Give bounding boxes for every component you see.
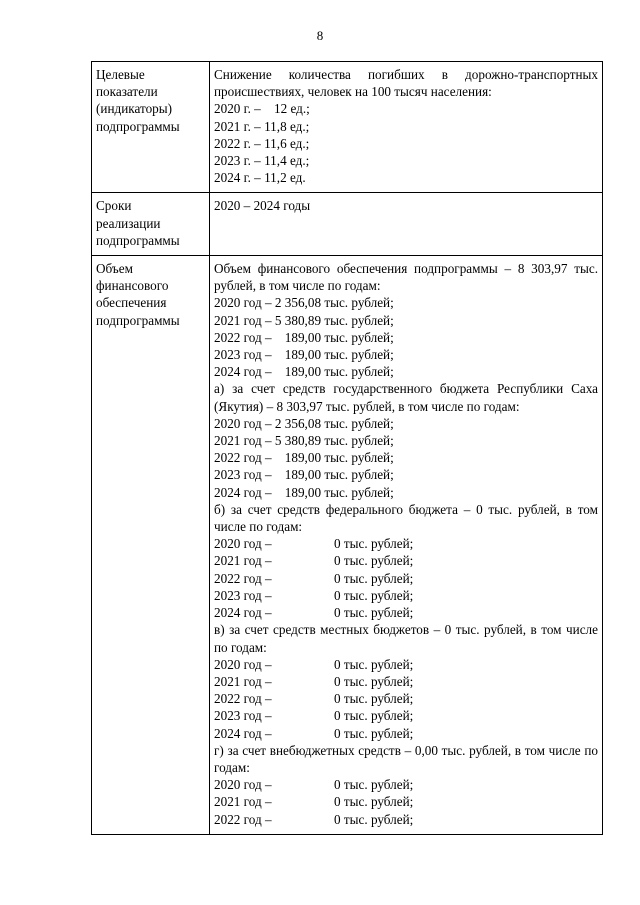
funding-amount: 2 356,08 тыс. рублей; <box>274 295 394 311</box>
funding-label-cell <box>92 256 210 835</box>
funding-year: 2021 год – <box>214 794 272 810</box>
indicator-value: 11,2 ед. <box>264 170 306 186</box>
funding-year: 2024 год – <box>214 364 272 380</box>
funding-year: 2022 год – <box>214 691 272 707</box>
indicator-year: 2021 г. – <box>214 118 261 134</box>
local-budget-year-item <box>214 707 598 724</box>
indicator-year: 2022 г. – <box>214 135 261 151</box>
table-row-indicators <box>92 62 603 193</box>
funding-amount: 0 тыс. рублей; <box>334 708 414 724</box>
funding-amount: 0 тыс. рублей; <box>334 605 414 621</box>
funding-amount: 0 тыс. рублей; <box>334 691 414 707</box>
row-label-line: (индикаторы) <box>96 101 173 117</box>
page-number: 8 <box>316 28 324 43</box>
funding-amount: 2 356,08 тыс. рублей; <box>274 415 394 431</box>
state-budget-year-item <box>214 484 598 501</box>
row-label-line: показатели <box>96 84 158 100</box>
local-budgets-intro: в) за счет средств местных бюджетов – 0 тыс. рублей, в том числе по годам: <box>214 622 598 655</box>
indicator-item <box>214 118 598 135</box>
funding-amount: 0 тыс. рублей; <box>334 777 414 793</box>
timeline-text: 2020 – 2024 годы <box>214 198 311 214</box>
state-budget-year-item <box>214 415 598 432</box>
table-row-funding <box>92 256 603 835</box>
funding-amount: 189,00 тыс. рублей; <box>284 347 394 363</box>
row-label-line: реализации <box>96 215 161 231</box>
funding-year: 2023 год – <box>214 347 272 363</box>
funding-amount: 189,00 тыс. рублей; <box>284 484 394 500</box>
funding-year: 2023 год – <box>214 708 272 724</box>
funding-amount: 189,00 тыс. рублей; <box>284 467 394 483</box>
extra-budgetary-year-item <box>214 811 598 828</box>
indicator-item <box>214 135 598 152</box>
funding-year: 2020 год – <box>214 656 272 672</box>
timeline-value-cell <box>210 193 603 256</box>
indicator-value: 11,4 ед.; <box>264 153 310 169</box>
local-budget-year-item <box>214 673 598 690</box>
funding-year: 2021 год – <box>214 553 272 569</box>
state-budget-intro: а) за счет средств государственного бюджета Республики Саха (Якутия) – 8 303,97 тыс. рублей, в том числе по годам: <box>214 381 598 414</box>
federal-budget-year-item <box>214 570 598 587</box>
indicator-value: 12 ед.; <box>273 101 310 117</box>
funding-year: 2024 год – <box>214 484 272 500</box>
indicator-value: 11,6 ед.; <box>264 135 310 151</box>
funding-year: 2020 год – <box>214 777 272 793</box>
row-label-line: подпрограммы <box>96 312 180 328</box>
indicator-year: 2024 г. – <box>214 170 261 186</box>
row-label-line: Целевые <box>96 67 145 82</box>
table-row-timeline <box>92 193 603 256</box>
funding-year: 2021 год – <box>214 673 272 689</box>
indicators-intro: Снижение количества погибших в дорожно-транспортных происшествиях, человек на 100 тысяч населения: <box>214 67 598 100</box>
funding-amount: 0 тыс. рублей; <box>334 656 414 672</box>
funding-amount: 189,00 тыс. рублей; <box>284 364 394 380</box>
state-budget-year-item <box>214 449 598 466</box>
indicators-value-cell <box>210 62 603 193</box>
funding-year-item <box>214 312 598 329</box>
federal-budget-year-item <box>214 535 598 552</box>
local-budget-year-item <box>214 725 598 742</box>
funding-year: 2024 год – <box>214 725 272 741</box>
funding-year: 2024 год – <box>214 605 272 621</box>
funding-year: 2021 год – <box>214 433 272 449</box>
funding-year: 2020 год – <box>214 295 272 311</box>
subprogram-passport-table <box>91 61 603 835</box>
funding-amount: 0 тыс. рублей; <box>334 587 414 603</box>
funding-year: 2023 год – <box>214 467 272 483</box>
federal-budget-year-item <box>214 587 598 604</box>
funding-amount: 0 тыс. рублей; <box>334 570 414 586</box>
funding-year: 2020 год – <box>214 536 272 552</box>
funding-year: 2020 год – <box>214 415 272 431</box>
row-label-line: Объем <box>96 261 133 277</box>
funding-amount: 0 тыс. рублей; <box>334 536 414 552</box>
row-label-line: Сроки <box>96 198 132 214</box>
federal-budget-year-item <box>214 604 598 621</box>
row-label-line: подпрограммы <box>96 232 180 248</box>
funding-year: 2022 год – <box>214 329 272 345</box>
funding-year: 2022 год – <box>214 450 272 466</box>
indicator-item <box>214 152 598 169</box>
funding-year: 2021 год – <box>214 312 272 328</box>
row-label-line: обеспечения <box>96 295 167 311</box>
funding-year-item <box>214 294 598 311</box>
extra-budgetary-intro: г) за счет внебюджетных средств – 0,00 тыс. рублей, в том числе по годам: <box>214 742 598 775</box>
indicator-year: 2023 г. – <box>214 153 261 169</box>
funding-year-item <box>214 363 598 380</box>
funding-amount: 0 тыс. рублей; <box>334 553 414 569</box>
federal-budget-year-item <box>214 552 598 569</box>
funding-year: 2023 год – <box>214 587 272 603</box>
funding-amount: 0 тыс. рублей; <box>334 725 414 741</box>
indicator-value: 11,8 ед.; <box>264 118 310 134</box>
funding-amount: 189,00 тыс. рублей; <box>284 329 394 345</box>
indicator-item <box>214 100 598 117</box>
state-budget-year-item <box>214 466 598 483</box>
local-budget-year-item <box>214 690 598 707</box>
state-budget-year-item <box>214 432 598 449</box>
indicator-item <box>214 169 598 186</box>
federal-budget-intro: б) за счет средств федерального бюджета – 0 тыс. рублей, в том числе по годам: <box>214 501 598 535</box>
extra-budgetary-year-item <box>214 793 598 810</box>
funding-amount: 5 380,89 тыс. рублей; <box>274 312 394 328</box>
funding-total-intro: Объем финансового обеспечения подпрограммы – 8 303,97 тыс. рублей, в том числе по годам: <box>214 261 598 294</box>
row-label-line: подпрограммы <box>96 118 180 134</box>
funding-year-item <box>214 329 598 346</box>
row-label-line: финансового <box>96 278 169 294</box>
timeline-label-cell <box>92 193 210 256</box>
funding-amount: 0 тыс. рублей; <box>334 794 414 810</box>
indicator-year: 2020 г. – <box>214 101 261 117</box>
indicators-label-cell <box>92 62 210 193</box>
funding-year: 2022 год – <box>214 811 272 827</box>
extra-budgetary-year-item <box>214 776 598 793</box>
funding-amount: 189,00 тыс. рублей; <box>284 450 394 466</box>
local-budget-year-item <box>214 656 598 673</box>
funding-value-cell <box>210 256 603 835</box>
funding-year: 2022 год – <box>214 570 272 586</box>
funding-amount: 5 380,89 тыс. рублей; <box>274 433 394 449</box>
funding-year-item <box>214 346 598 363</box>
funding-amount: 0 тыс. рублей; <box>334 811 414 827</box>
funding-amount: 0 тыс. рублей; <box>334 673 414 689</box>
